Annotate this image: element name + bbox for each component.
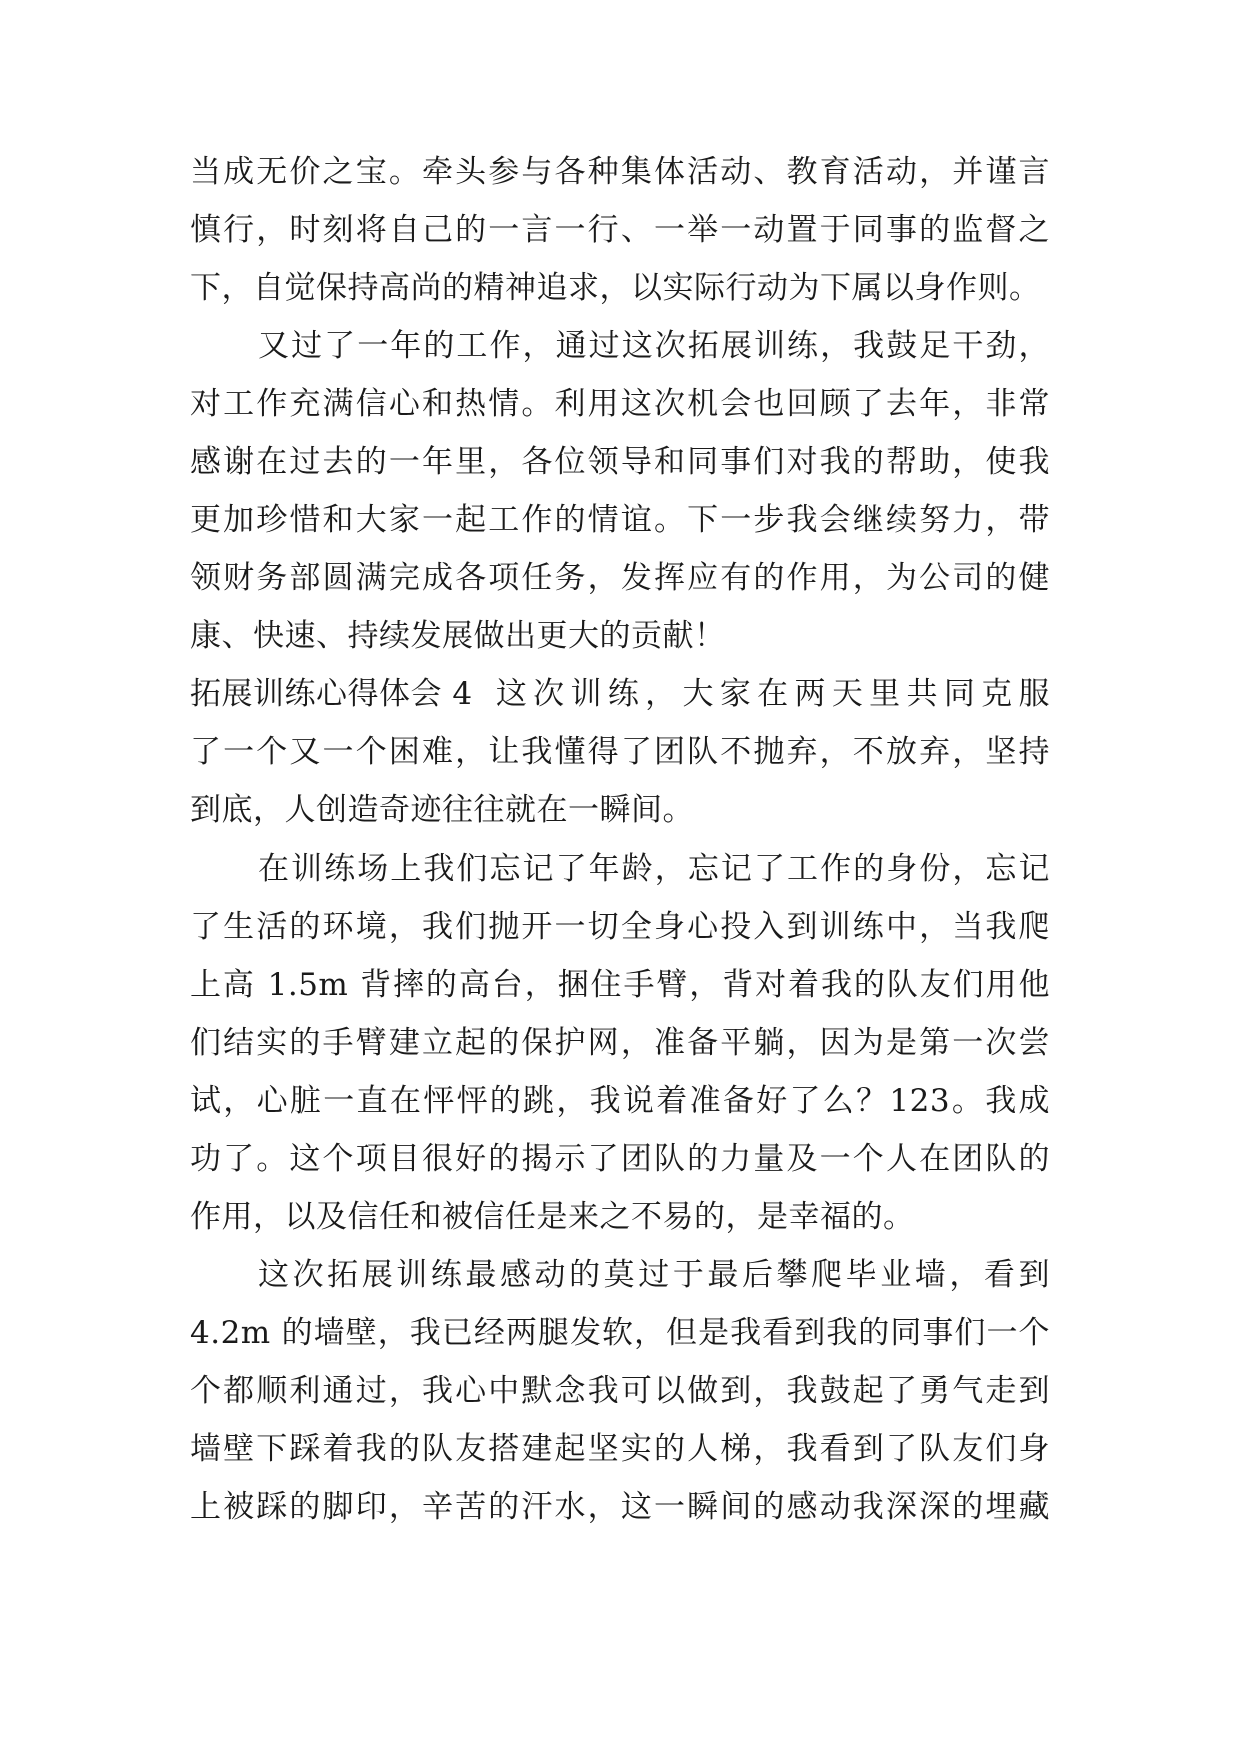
text-line: 功了。这个项目很好的揭示了团队的力量及一个人在团队的 bbox=[190, 1141, 1050, 1177]
text-line: 到底，人创造奇迹往往就在一瞬间。 bbox=[190, 792, 694, 828]
text-line: 在训练场上我们忘记了年龄，忘记了工作的身份，忘记 bbox=[258, 851, 1050, 887]
text-line: 墙壁下踩着我的队友搭建起坚实的人梯，我看到了队友们身 bbox=[190, 1431, 1050, 1467]
text-line: 下，自觉保持高尚的精神追求，以实际行动为下属以身作则。 bbox=[190, 270, 1041, 306]
text-line: 康、快速、持续发展做出更大的贡献！ bbox=[190, 618, 726, 654]
text-line: 试，心脏一直在怦怦的跳，我说着准备好了么？123。我成 bbox=[190, 1083, 1050, 1119]
text-line: 这次拓展训练最感动的莫过于最后攀爬毕业墙，看到 bbox=[258, 1257, 1050, 1293]
text-line: 上被踩的脚印，辛苦的汗水，这一瞬间的感动我深深的埋藏 bbox=[190, 1489, 1050, 1525]
text-line: 个都顺利通过，我心中默念我可以做到，我鼓起了勇气走到 bbox=[190, 1373, 1050, 1409]
text-line: 上高 1.5m 背摔的高台，捆住手臂，背对着我的队友们用他 bbox=[190, 967, 1050, 1003]
text-line: 4.2m 的墙壁，我已经两腿发软，但是我看到我的同事们一个 bbox=[190, 1315, 1050, 1351]
text-line: 对工作充满信心和热情。利用这次机会也回顾了去年，非常 bbox=[190, 386, 1050, 422]
text-line: 慎行，时刻将自己的一言一行、一举一动置于同事的监督之 bbox=[190, 212, 1050, 248]
text-line: 作用，以及信任和被信任是来之不易的，是幸福的。 bbox=[190, 1199, 915, 1235]
text-line: 领财务部圆满完成各项任务，发挥应有的作用，为公司的健 bbox=[190, 560, 1050, 596]
text-line: 们结实的手臂建立起的保护网，准备平躺，因为是第一次尝 bbox=[190, 1025, 1050, 1061]
text-line: 又过了一年的工作，通过这次拓展训练，我鼓足干劲， bbox=[258, 328, 1050, 364]
section-heading: 拓展训练心得体会 4 bbox=[190, 676, 473, 712]
text-line: 了生活的环境，我们抛开一切全身心投入到训练中，当我爬 bbox=[190, 909, 1050, 945]
text-line: 更加珍惜和大家一起工作的情谊。下一步我会继续努力，带 bbox=[190, 502, 1050, 538]
text-line: 这次训练，大家在两天里共同克服 bbox=[490, 676, 1050, 712]
text-line: 当成无价之宝。牵头参与各种集体活动、教育活动，并谨言 bbox=[190, 154, 1050, 190]
text-line: 了一个又一个困难，让我懂得了团队不抛弃，不放弃，坚持 bbox=[190, 734, 1050, 770]
text-line: 感谢在过去的一年里，各位领导和同事们对我的帮助，使我 bbox=[190, 444, 1050, 480]
section-heading-line bbox=[190, 674, 1050, 714]
